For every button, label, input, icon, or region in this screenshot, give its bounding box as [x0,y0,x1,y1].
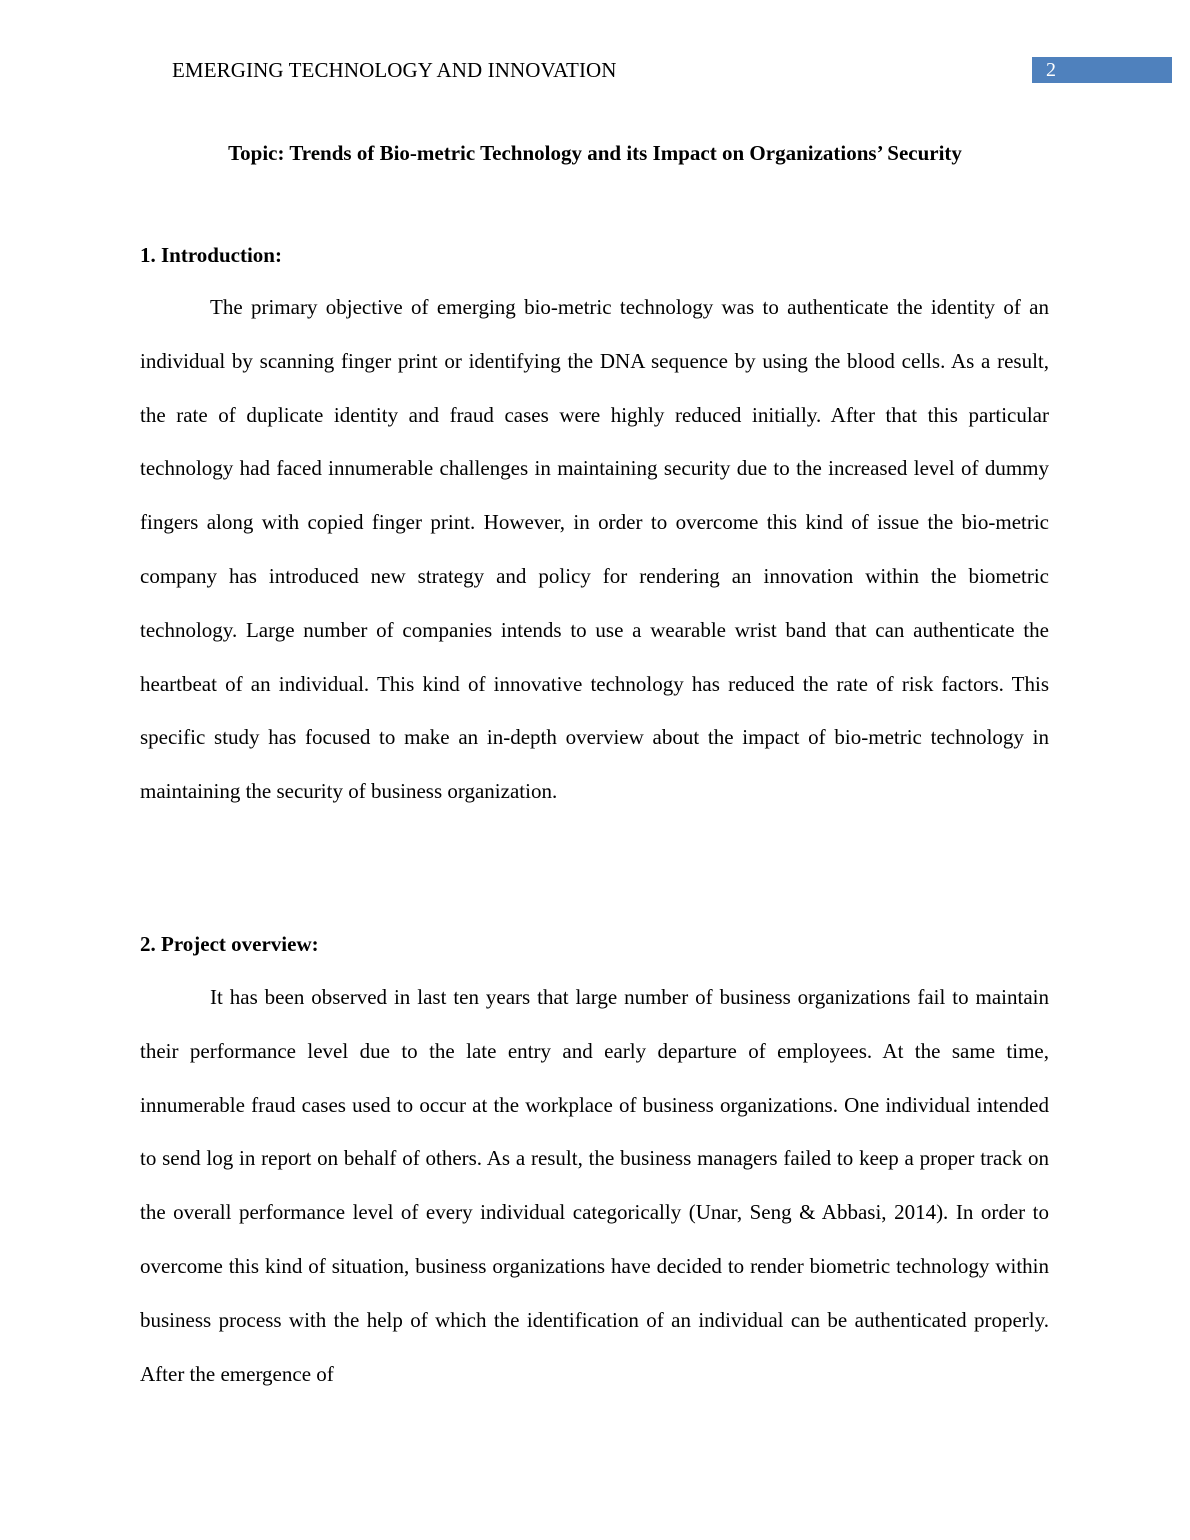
page-number-box [1032,57,1172,83]
introduction-paragraph: The primary objective of emerging bio-metric technology was to authenticate the identity of an individual by scanning finger print or identifying the DNA sequence by using the blood cells. As a result, the rate of duplicate identity and fraud cases were highly reduced initially. After that this particular technology had faced innumerable challenges in maintaining security due to the increased level of dummy fingers along with copied finger print. However, in order to overcome this kind of issue the bio-metric company has introduced new strategy and policy for rendering an innovation within the biometric technology. Large number of companies intends to use a wearable wrist band that can authenticate the heartbeat of an individual. This kind of innovative technology has reduced the rate of risk factors. This specific study has focused to make an in-depth overview about the impact of bio-metric technology in maintaining the security of business organization. [140,295,1049,804]
running-head: EMERGING TECHNOLOGY AND INNOVATION [172,58,617,82]
section-heading-introduction: 1. Introduction: [140,243,282,267]
page-number: 2 [1046,59,1056,81]
project-overview-paragraph: It has been observed in last ten years that large number of business organizations fail to maintain their performance level due to the late entry and early departure of employees. At the same time, innumerable fraud cases used to occur at the workplace of business organizations. One individual intended to send log in report on behalf of others. As a result, the business managers failed to keep a proper track on the overall performance level of every individual categorically (Unar, Seng & Abbasi, 2014). In order to overcome this kind of situation, business organizations have decided to render biometric technology within business process with the help of which the identification of an individual can be authenticated properly. After the emergence of [140,985,1049,1386]
document-title: Topic: Trends of Bio-metric Technology and its Impact on Organizations’ Security [228,141,962,165]
section-heading-project-overview: 2. Project overview: [140,932,319,956]
